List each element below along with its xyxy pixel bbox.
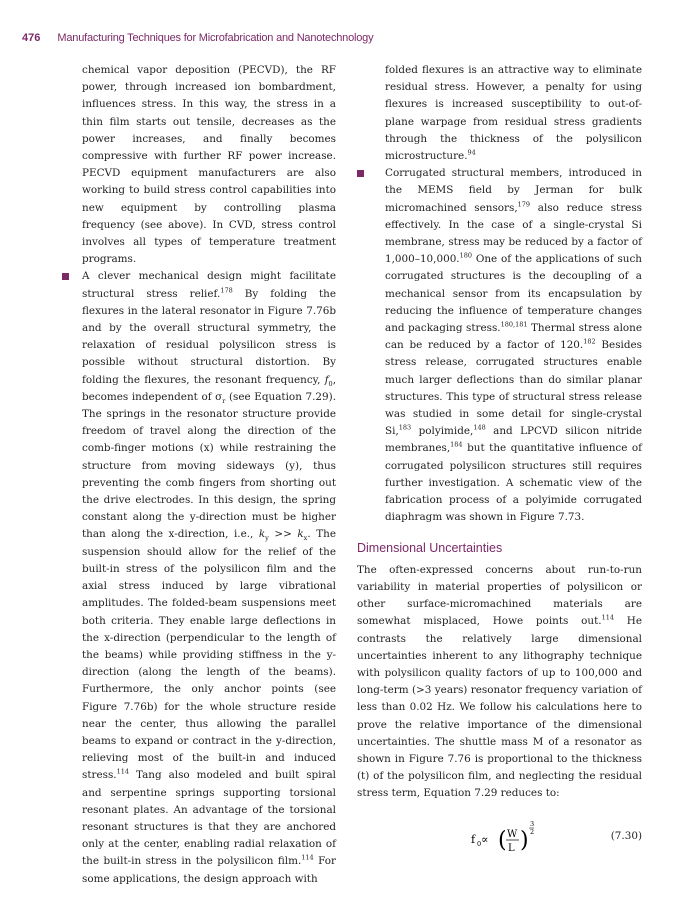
bullet-square-icon — [62, 273, 69, 280]
right-bullet-paragraph: Corrugated structural members, introduced in the MEMS field by Jerman for bulk micromachined sensors,$^{179}$ also reduce stress effectively. In the case of a single-crystal Si membrane, stress may be reduced by a factor of 1,000–10,000.$^{180}$ One of the applications of such corrugated structures is the decoupling of a mechanical sensor from its encapsulation by reducing the influence of temperature changes and packaging stress.$^{180,181}$ Thermal stress alone can be reduced by a factor of 120.$^{182}$ Besides stress release, corrugated structures enable much larger deflections than do similar planar structures. This type of structural stress release was studied in some detail for single-crystal Si,$^{183}$ polyimide,$^{148}$ and LPCVD silicon nitride membranes,$^{184}$ but the quantitative influence of corrugated polysilicon structures still requires further investigation. A schematic view of the fabrication process of a polyimide corrugated diaphragm was shown in Figure 7.73. — [385, 165, 642, 526]
eq-exp-den: 2 — [530, 827, 535, 836]
eq-close-paren: ) — [520, 827, 529, 853]
eq-lhs-sub: 0 — [477, 839, 482, 848]
footnote-ref: 179 — [517, 200, 531, 209]
section-paragraph: The often-expressed concerns about run-to-run variability in material properties of polysilicon or other surface-micromachined materials are somewhat misplaced, Howe points out.$^{114}$ He contrasts the relatively large dimensional uncertainties inherent to any lithography technique with polysilicon quality factors of up to 100,000 and long-term (>3 years) resonator frequency variation of less than 0.02 Hz. We follow his calculations here to prove the relative importance of the dimensional uncertainties. The shuttle mass M of a resonator as shown in Figure 7.76 is proportional to the thickness (t) of the polysilicon film, and neglecting the residual stress term, Equation 7.29 reduces to: — [357, 563, 642, 800]
running-title: Manufacturing Techniques for Microfabrication and Nanotechnology — [57, 32, 374, 44]
bullet-square-icon — [357, 170, 364, 177]
footnote-ref: 178 — [220, 286, 233, 295]
equation-7-30 — [357, 815, 642, 855]
page-header — [22, 32, 665, 48]
footnote-ref: 114 — [116, 767, 130, 776]
footnote-ref: 180,181 — [500, 320, 528, 329]
eq-numerator: W — [507, 828, 518, 840]
eq-lhs: f — [471, 832, 476, 846]
footnote-ref: 180 — [459, 251, 473, 260]
footnote-ref: 114 — [601, 613, 614, 622]
equation-formula — [471, 819, 561, 857]
right-list — [357, 62, 642, 526]
eq-prop: ∝ — [481, 832, 489, 846]
right-column — [357, 62, 642, 855]
left-paragraph-1: chemical vapor deposition (PECVD), the RF power, through increased ion bombardment, influences stress. In this way, the stress in a thin film starts out tensile, decreases as the power increases, and finally becomes compressive with further RF power increase. PECVD equipment manufacturers are also working to build stress control capabilities into new equipment by controlling plasma frequency (see above). In CVD, stress control involves all types of temperature treatment programs. — [82, 64, 336, 266]
left-column — [82, 62, 336, 888]
footnote-ref: 94 — [467, 148, 476, 157]
page-number: 476 — [22, 32, 41, 44]
footnote-ref: 182 — [583, 337, 596, 346]
eq-open-paren: ( — [498, 827, 507, 853]
footnote-ref: 183 — [398, 423, 412, 432]
footnote-ref: 114 — [301, 853, 314, 862]
left-bullet-paragraph: A clever mechanical design might facilitate structural stress relief.$^{178}$ By folding the flexures in the lateral resonator in Figure 7.76b and by the overall structural symmetry, the relaxation of residual polysilicon stress is possible without structural distortion. By folding the flexures, the resonant frequency, $f_0$, becomes independent of $\sigma_r$ (see Equation 7.29). The springs in the resonator structure provide freedom of travel along the direction of the comb-finger motions (x) while restraining the structure from moving sideways (y), thus preventing the comb fingers from shorting out the drive electrodes. In this design, the spring constant along the y-direction must be higher than along the x-direction, i.e., $k_y >> k_x$. The suspension should allow for the relief of the built-in stress of the polysilicon film and the axial stress induced by large vibrational amplitudes. The folded-beam suspensions meet both criteria. They enable large deflections in the x-direction (perpendicular to the length of the beams) while providing stiffness in the y-direction (along the length of the beams). Furthermore, the only anchor points (see Figure 7.76b) for the whole structure reside near the center, thus allowing the parallel beams to expand or contract in the y-direction, relieving most of the built-in and induced stress.$^{114}$ Tang also modeled and built spiral and serpentine springs supporting torsional resonant plates. An advantage of the torsional resonant structures is that they are anchored only at the center, enabling radial relaxation of the built-in stress in the polysilicon film.$^{114}$ For some applications, the design approach with — [82, 268, 336, 887]
footnote-ref: 148 — [473, 423, 486, 432]
eq-exp-num: 3 — [530, 819, 535, 828]
equation-number: (7.30) — [610, 829, 642, 842]
right-paragraph-continued: folded flexures is an attractive way to eliminate residual stress. However, a penalty for using flexures is increased susceptibility to out-of-plane warpage from residual stress gradients through the thickness of the polysilicon microstructure.$^{94}$ — [385, 64, 642, 163]
section-heading: Dimensional Uncertainties — [357, 541, 503, 556]
eq-denominator: L — [508, 842, 515, 854]
footnote-ref: 184 — [450, 441, 463, 449]
